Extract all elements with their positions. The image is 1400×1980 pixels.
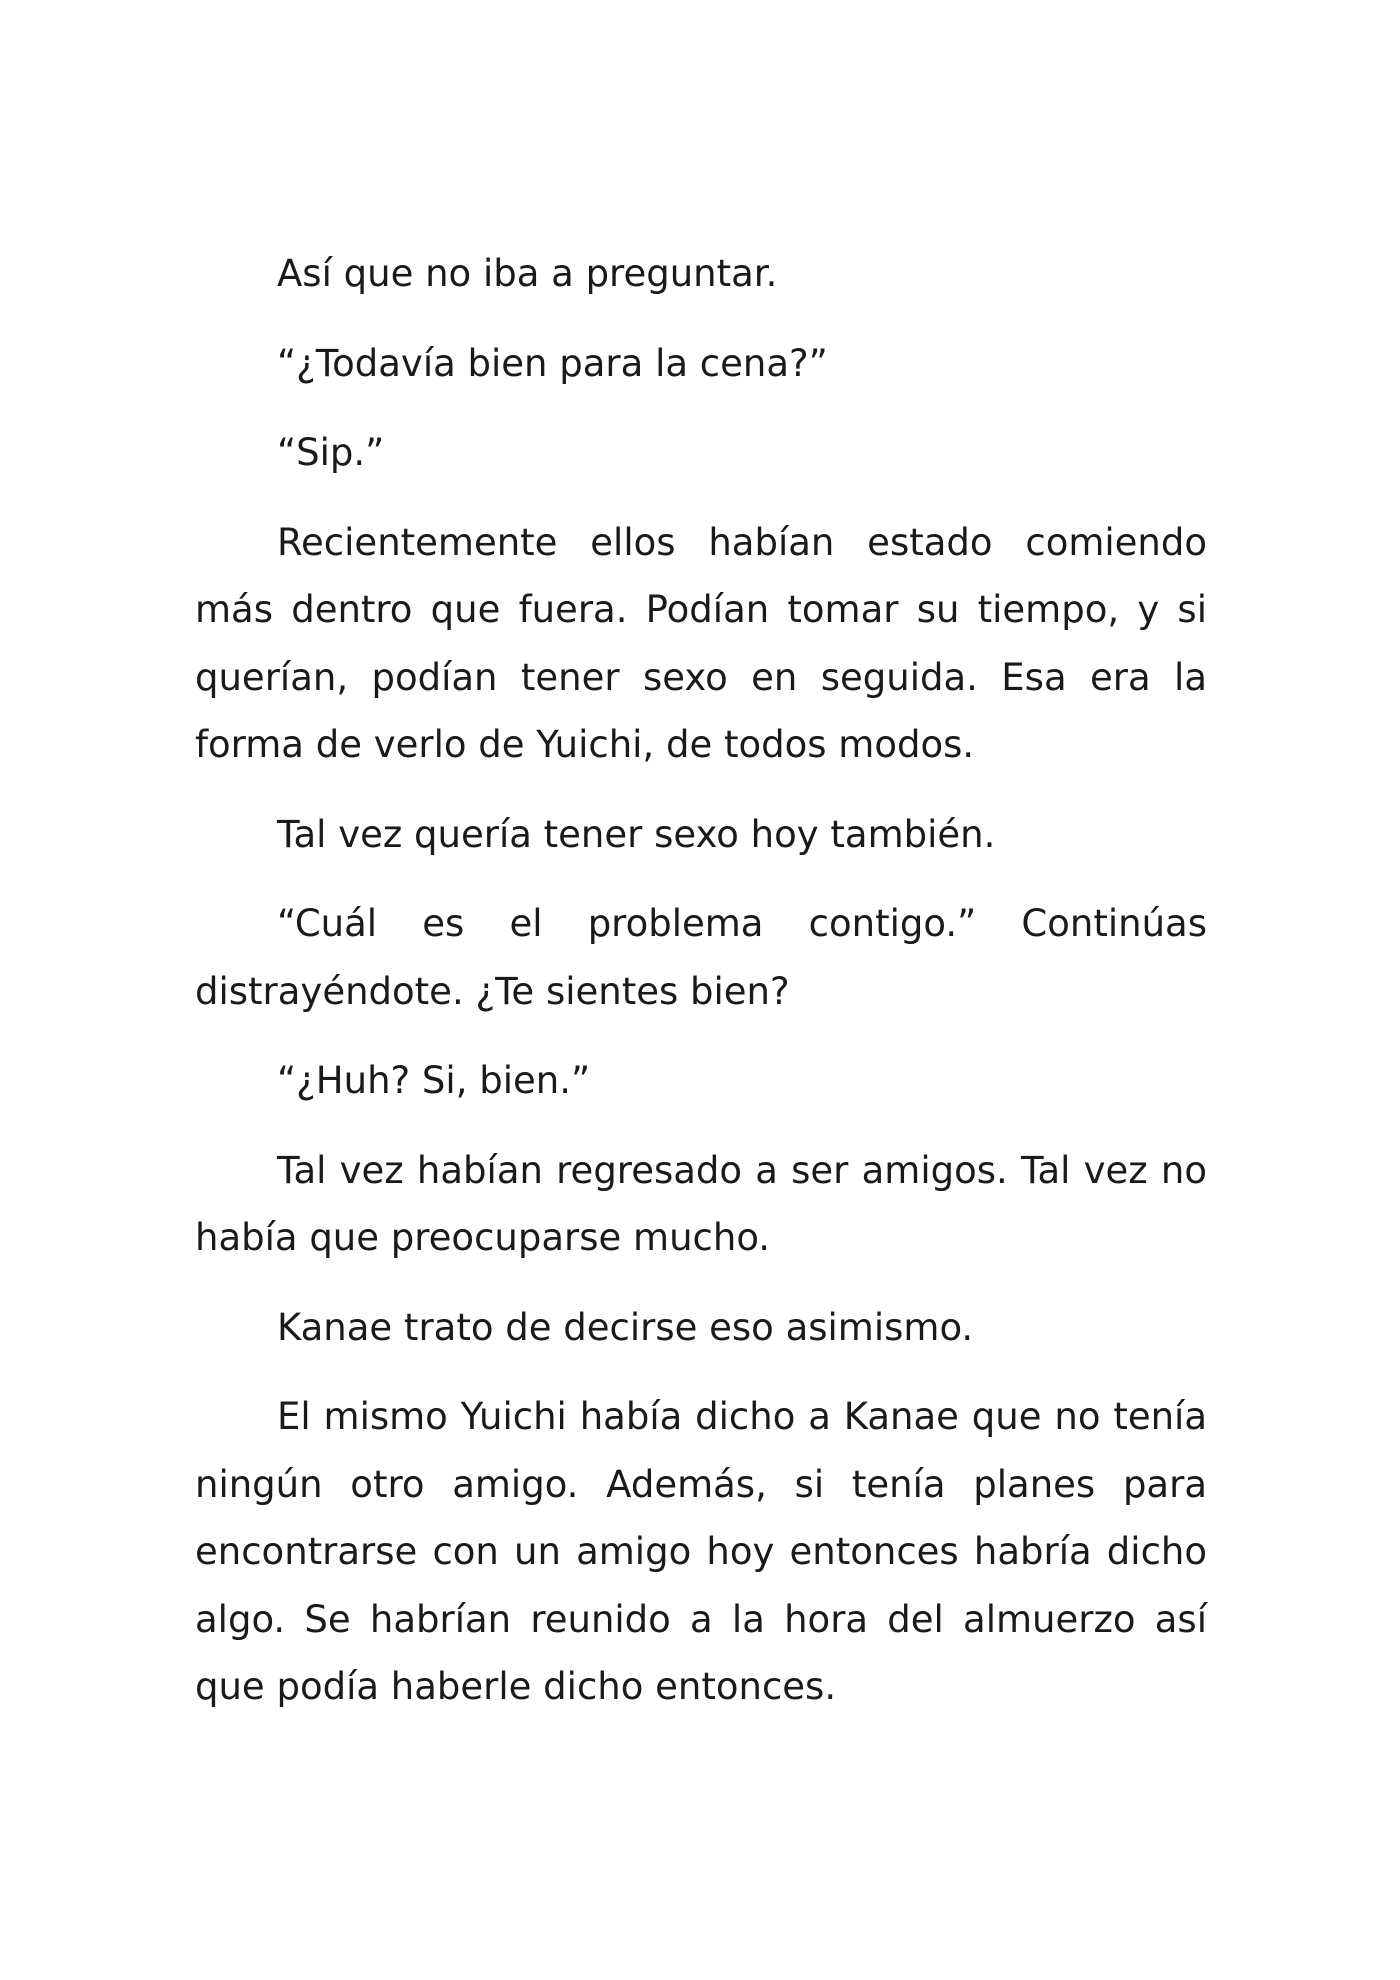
paragraph: El mismo Yuichi había dicho a Kanae que no tenía ningún otro amigo. Además, si tenía planes para encontrarse con un amigo hoy entonces habría dicho algo. Se habrían reunido a la hora del almuerzo así que podía haberle dicho entonces.: [195, 1395, 1207, 1708]
paragraph: Recientemente ellos habían estado comiendo más dentro que fuera. Podían tomar su tiempo, y si querían, podían tener sexo en seguida. Esa era la forma de verlo de Yuichi, de todos modos.: [195, 520, 1207, 766]
paragraph: Así que no iba a preguntar.: [277, 252, 778, 295]
paragraph: Tal vez habían regresado a ser amigos. Tal vez no había que preocuparse mucho.: [195, 1148, 1207, 1259]
paragraph: “Cuál es el problema contigo.” Continúas distrayéndote. ¿Te sientes bien?: [195, 902, 1207, 1013]
body-text: [195, 240, 1207, 1743]
paragraph: Kanae trato de decirse eso asimismo.: [277, 1305, 974, 1349]
paragraph: Tal vez quería tener sexo hoy también.: [277, 812, 996, 856]
paragraph: “¿Huh? Si, bien.”: [277, 1059, 591, 1102]
paragraph: “¿Todavía bien para la cena?”: [277, 341, 828, 385]
paragraph: “Sip.”: [277, 431, 385, 474]
